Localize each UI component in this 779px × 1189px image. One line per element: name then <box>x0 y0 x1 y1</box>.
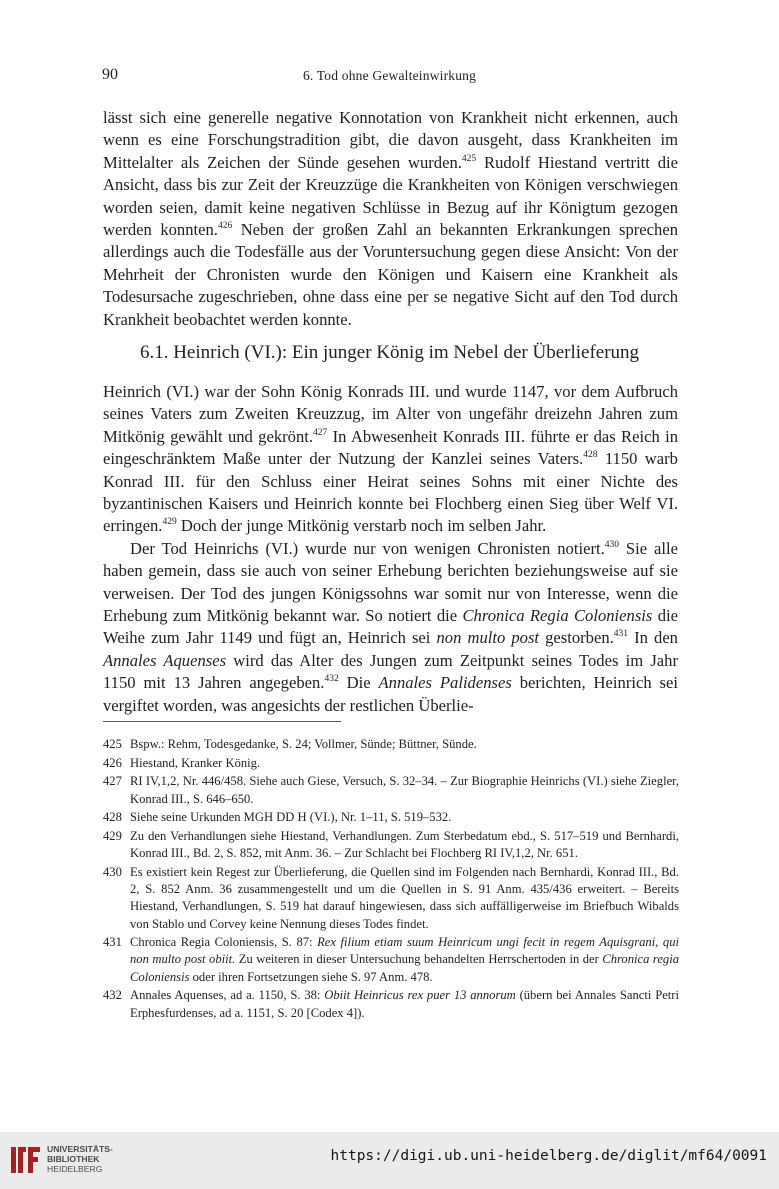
page-number: 90 <box>102 66 118 83</box>
footnote-ref[interactable]: 425 <box>461 153 477 164</box>
section-heading: 6.1. Heinrich (VI.): Ein junger König im Nebel der Überlieferung <box>139 342 640 363</box>
footnote-number: 430 <box>103 864 122 879</box>
footnote-ref[interactable]: 426 <box>217 221 233 232</box>
footnote-text: Bspw.: Rehm, Todesgedanke, S. 24; Vollmer, Sünde; Büttner, Sünde. <box>130 737 477 751</box>
footer-bar <box>0 1132 779 1189</box>
footnote-number: 425 <box>103 737 122 751</box>
footnote <box>103 809 679 826</box>
footnote <box>103 736 679 753</box>
footnote <box>103 828 679 862</box>
paragraph-1: Heinrich (VI.) war der Sohn König Konrads III. und wurde 1147, vor dem Aufbruch seines Vaters zum Zweiten Kreuzzug, im Alter von ungefähr dreizehn Jahren zum Mitkönig gewählt und gekrönt.$^{427}$ In Abwesenheit Konrads III. führte er das Reich in eingeschränktem Maße unter der Nutzung der Kanzlei seines Vaters.$^{428}$ 1150 warb Konrad III. für den Schluss einer Heirat seines Sohns mit einer Nichte des byzantinischen Kaisers und Heinrich konnte bei Flochberg einen Sieg über Welf VI. erringen.$^{429}$ Doch der junge Mitkönig verstarb noch im selben Jahr. <box>103 382 678 536</box>
paragraph-intro: lässt sich eine generelle negative Konnotation von Krankheit nicht erkennen, auch wenn es eine Forschungstradition gibt, die davon ausgeht, dass Krankheiten im Mittelalter als Zeichen der Sünde gesehen wurden.$^{425}$ Rudolf Hiestand vertritt die Ansicht, dass bis zur Zeit der Kreuzzüge die Krankheiten von Königen verschwiegen worden seien, damit keine negativen Schlüsse in Bezug auf ihr Königtum gezogen werden konnten.$^{426}$ Neben der großen Zahl an bekannten Erkrankungen sprechen allerdings auch die Todesfälle aus der Voruntersuchung gegen diese Ansicht: Von der Mehrheit der Chronisten wurde den Königen und Kaisern eine Krankheit als Todesursache zugeschrieben, ohne dass eine per se negative Sicht auf den Tod durch Krankheit beobachtet werden konnte. <box>103 108 678 329</box>
footnote-number: 427 <box>103 774 122 789</box>
footnote-text: Es existiert kein Regest zur Überlieferung, die Quellen sind im Folgenden nach Bernhardi, Konrad III., Bd. 2, S. 852 Anm. 36 zusammengestellt und um die Quellen in S. 91 Anm. 435/436 erweitert. – Bereits Hiestand, Verhandlungen, S. 519 hat darauf hingewiesen, dass sich auffälligerweise im Briefbuch Wibalds von Stablo und Corvey keine Nennung dieses Todes findet. <box>130 864 679 931</box>
footnotes <box>103 736 679 1023</box>
source-url-link[interactable]: https://digi.ub.uni-heidelberg.de/diglit/mf64/0091 <box>330 1148 767 1164</box>
paragraph-2: Der Tod Heinrichs (VI.) wurde nur von wenigen Chronisten notiert.$^{430}$ Sie alle haben gemein, dass sie auch von seiner Erhebung berichten beziehungsweise auf sie verweisen. Der Tod des jungen Königssohns war somit nur von Interesse, wenn die Erhebung zum Mitkönig bekannt war. So notiert die Chronica Regia Coloniensis die Weihe zum Jahr 1149 und fügt an, Heinrich sei non multo post gestorben.$^{431}$ In den Annales Aquenses wird das Alter des Jungen zum Zeitpunkt seines Todes im Jahr 1150 mit 13 Jahren angegeben.$^{432}$ Die Annales Palidenses berichten, Heinrich sei vergiftet worden, was angesichts der restlichen Überlie- <box>103 538 679 715</box>
footnote-text: Siehe seine Urkunden MGH DD H (VI.), Nr. 1–11, S. 519–532. <box>130 810 452 825</box>
footnote <box>103 934 679 986</box>
body-text-main <box>103 381 678 717</box>
footnote-ref[interactable]: 430 <box>604 539 619 550</box>
footnote-text: Hiestand, Kranker König. <box>130 755 261 770</box>
footnote <box>103 755 679 772</box>
footnote-number: 429 <box>103 829 122 844</box>
footnote-number: 426 <box>103 755 122 770</box>
footnote <box>103 773 679 807</box>
footnote-number: 432 <box>103 988 122 1003</box>
footnote <box>103 987 679 1021</box>
footnote-number: 431 <box>103 935 122 950</box>
footnote-ref[interactable]: 432 <box>324 674 339 685</box>
footnote-ref[interactable]: 427 <box>313 427 328 438</box>
library-name: UNIVERSITÄTS- BIBLIOTHEK HEIDELBERG <box>47 1144 113 1174</box>
footnote-number: 428 <box>103 810 122 825</box>
university-library-logo-icon <box>9 1143 43 1177</box>
footnote-text: Annales Aquenses, ad a. 1150, S. 38: Obiit Heinricus rex puer 13 annorum (übern bei Annales Sancti Petri Erphesfurdenses, ad a. 1151, S. 20 [Codex 4]). <box>130 988 679 1020</box>
footnote-ref[interactable]: 428 <box>583 450 598 461</box>
footnote-ref[interactable]: 429 <box>162 517 177 528</box>
footnote <box>103 864 679 933</box>
footnote-text: RI IV,1,2, Nr. 446/458. Siehe auch Giese, Versuch, S. 32–34. – Zur Biographie Heinrichs (VI.) siehe Ziegler, Konrad III., S. 646–650. <box>130 774 679 806</box>
footnote-divider <box>103 721 341 722</box>
footnote-text: Zu den Verhandlungen siehe Hiestand, Verhandlungen. Zum Sterbedatum ebd., S. 517–519 und Bernhardi, Konrad III., Bd. 2, S. 852, mit Anm. 36. – Zur Schlacht bei Flochberg RI IV,1,2, Nr. 651. <box>130 829 679 861</box>
footnote-ref[interactable]: 431 <box>613 629 629 640</box>
body-text-intro <box>103 107 678 331</box>
footnote-text: Chronica Regia Coloniensis, S. 87: Rex filium etiam suum Heinricum ungi fecit in regem Aquisgrani, qui non multo post obiit. Zu weiteren in dieser Untersuchung behandelten Herrschertoden in der Chronica regia Coloniensis oder ihren Fortsetzungen siehe S. 97 Anm. 478. <box>130 935 680 984</box>
running-title: 6. Tod ohne Gewalteinwirkung <box>302 68 477 83</box>
